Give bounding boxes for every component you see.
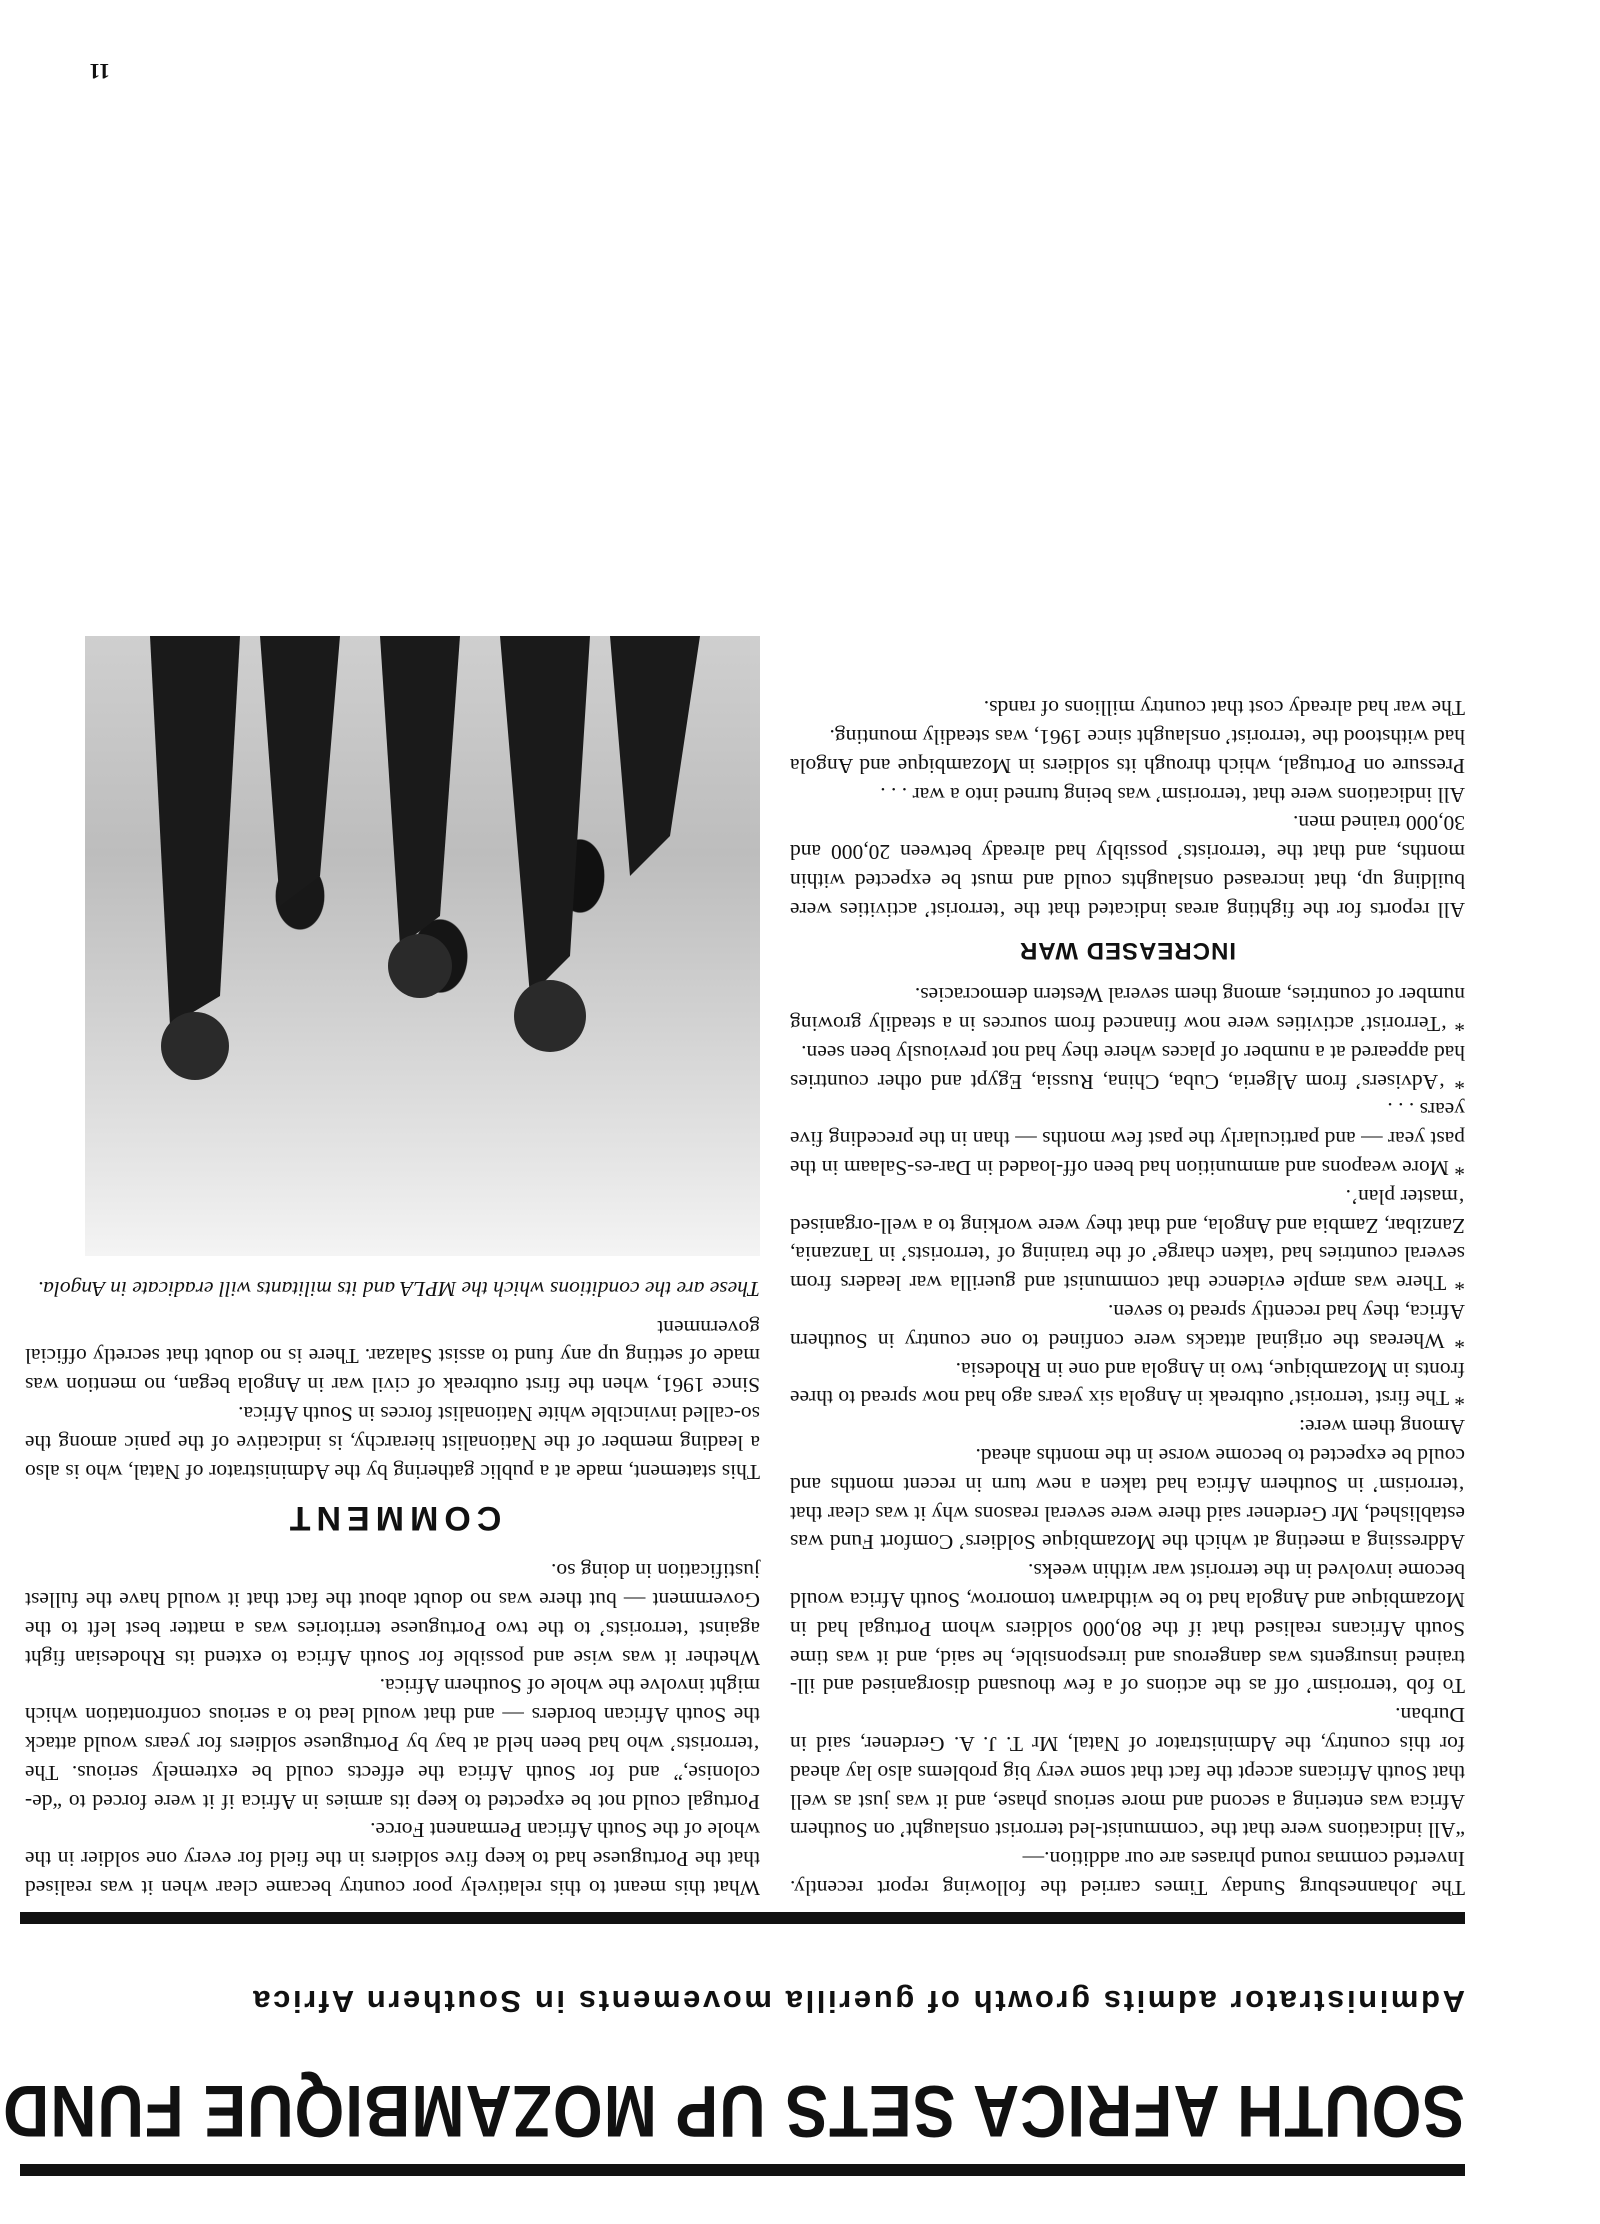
article-column-left (790, 693, 1465, 1902)
article-paragraph: “All indications were that the ‘communist-led terrorist onslaught’ on Southern Africa was entering a second and more serious phase, and it was just as well that South Africans accept the fact that some very big problems also lay ahead for this country, the Administrator of Natal, Mr T. J. A. Gerdener, said in Durban. (790, 1703, 1465, 1843)
bullet-item: * ‘Terrorist’ activities were now financed from sources in a steadily growing number of countries, among them several Western democracies. (790, 981, 1465, 1039)
article-paragraph: The war had already cost that country millions of rands. (983, 696, 1465, 721)
comment-paragraph: Since 1961, when the first outbreak of civil war in Angola began, no mention was made of setting up any fund to assist Salazar. There is no doubt that secretly official government (25, 1315, 760, 1398)
figure-shape (380, 636, 460, 946)
bullet-item: * More weapons and ammunition had been off-loaded in Dar-es-Salaam in the past year — and particularly the past few months — than in the preceding five years . . . (790, 1096, 1465, 1182)
figure-shape (150, 636, 240, 1026)
photo (85, 636, 760, 1256)
page-number: 11 (89, 59, 110, 84)
head-shape (388, 934, 452, 998)
article-paragraph: To fob ‘terrorism’ off as the actions of a few thousand disorganised and ill-trained insurgents was dangerous and irresponsible, he said, and it was time South Africans realised that if the 80,000 soldiers whom Portugal had in Mozambique and Angola had to be withdrawn tomorrow, South Africa would become involved in the terrorist war within weeks. (790, 1559, 1465, 1699)
comment-paragraph: This statement, made at a public gathering by the Administrator of Natal, who is also a leading member of the Nationalist hierarchy, is indicative of the panic among the so-called invincible white Nationalist forces in South Africa. (25, 1402, 760, 1484)
figure-shape (500, 636, 590, 996)
top-rule (20, 2164, 1465, 2176)
photo-caption: These are the conditions which the MPLA and its militants will eradicate in Angola. (37, 1276, 760, 1301)
headline: SOUTH AFRICA SETS UP MOZAMBIQUE FUND (2, 2070, 1465, 2153)
section-heading-increased-war: INCREASED WAR (1019, 937, 1237, 965)
bullet-item: * Whereas the original attacks were confined to one country in Southern Africa, they had recently spread to seven. (790, 1297, 1465, 1355)
subheadline: Administrator admits growth of guerilla movements in Southern Africa (250, 1984, 1465, 2019)
article-paragraph: Whether it was wise and possible for South Africa to extend its Rhodesian fight against ‘terrorists’ to the two Portuguese territories was a matter best left to the Government — but there was no doubt about the fact that it would have the fullest justification in doing so. (25, 1559, 760, 1670)
section-heading-comment: COMMENT (283, 1499, 502, 1538)
headline-rule (20, 1912, 1465, 1924)
article-paragraph: What this meant to this relatively poor country became clear when it was realised that the Portuguese had to keep five soldiers in the field for every one soldier in the whole of the South African Permanent Force. (25, 1818, 760, 1900)
bullet-item: * There was ample evidence that communist and guerilla war leaders from several countries had ‘taken charge’ of the training of ‘terrorists’ in Tanzania, Zanzibar, Zambia and Angola, and that they were working to a well-organised ‘master plan’. (790, 1182, 1465, 1297)
bullet-item: * The first ‘terrorist’ outbreak in Angola six years ago had now spread to three fronts in Mozambique, two in Angola and one in Rhodesia. (790, 1355, 1465, 1413)
figure-shape (610, 636, 700, 876)
article-paragraph: Portugal could not be expected to keep its armies in Africa if it were forced to “de-colonise,” and for South Africa the effects could be extremely serious. The ‘terrorists’ who had been held at bay by Portuguese soldiers for years would attack the South African borders — and that would lead to a serious confrontation which might involve the whole of Southern Africa. (25, 1674, 760, 1814)
article-paragraph: All reports for the fighting areas indicated that the ‘terrorist’ activities were building up, that increased onslaughts could and must be expected within months, and that the ‘terrorists’ possibly had already between 20,000 and 30,000 trained men. (790, 811, 1465, 922)
article-paragraph: Pressure on Portugal, which through its soldiers in Mozambique and Angola had withstood the ‘terrorist’ onslaught since 1961, was steadily mounting. (790, 724, 1465, 778)
article-paragraph: All indications were that ‘terrorism’ was being turned into a war . . . (880, 782, 1465, 807)
bullet-item: * ‘Advisers’ from Algeria, Cuba, China, Russia, Egypt and other countries had appeared at a number of places where they had not previously been seen. (790, 1038, 1465, 1096)
article-paragraph: Among them were: (1299, 1415, 1465, 1440)
article-paragraph: Addressing a meeting at which the Mozambique Soldiers’ Comfort Fund was established, Mr Gerdener said there were several reasons why it was clear that ‘terrorism’ in Southern Africa had taken a new turn in recent months and could be expected to become worse in the months ahead. (790, 1444, 1465, 1555)
photo-figures (85, 636, 760, 1256)
head-shape (161, 1012, 229, 1080)
article-column-right (25, 636, 760, 1902)
head-shape (514, 980, 586, 1052)
article-paragraph: The Johannesburg Sunday Times carried the following report recently. Inverted commas round phrases are our addition.— (790, 1847, 1465, 1900)
figure-shape (260, 636, 340, 906)
